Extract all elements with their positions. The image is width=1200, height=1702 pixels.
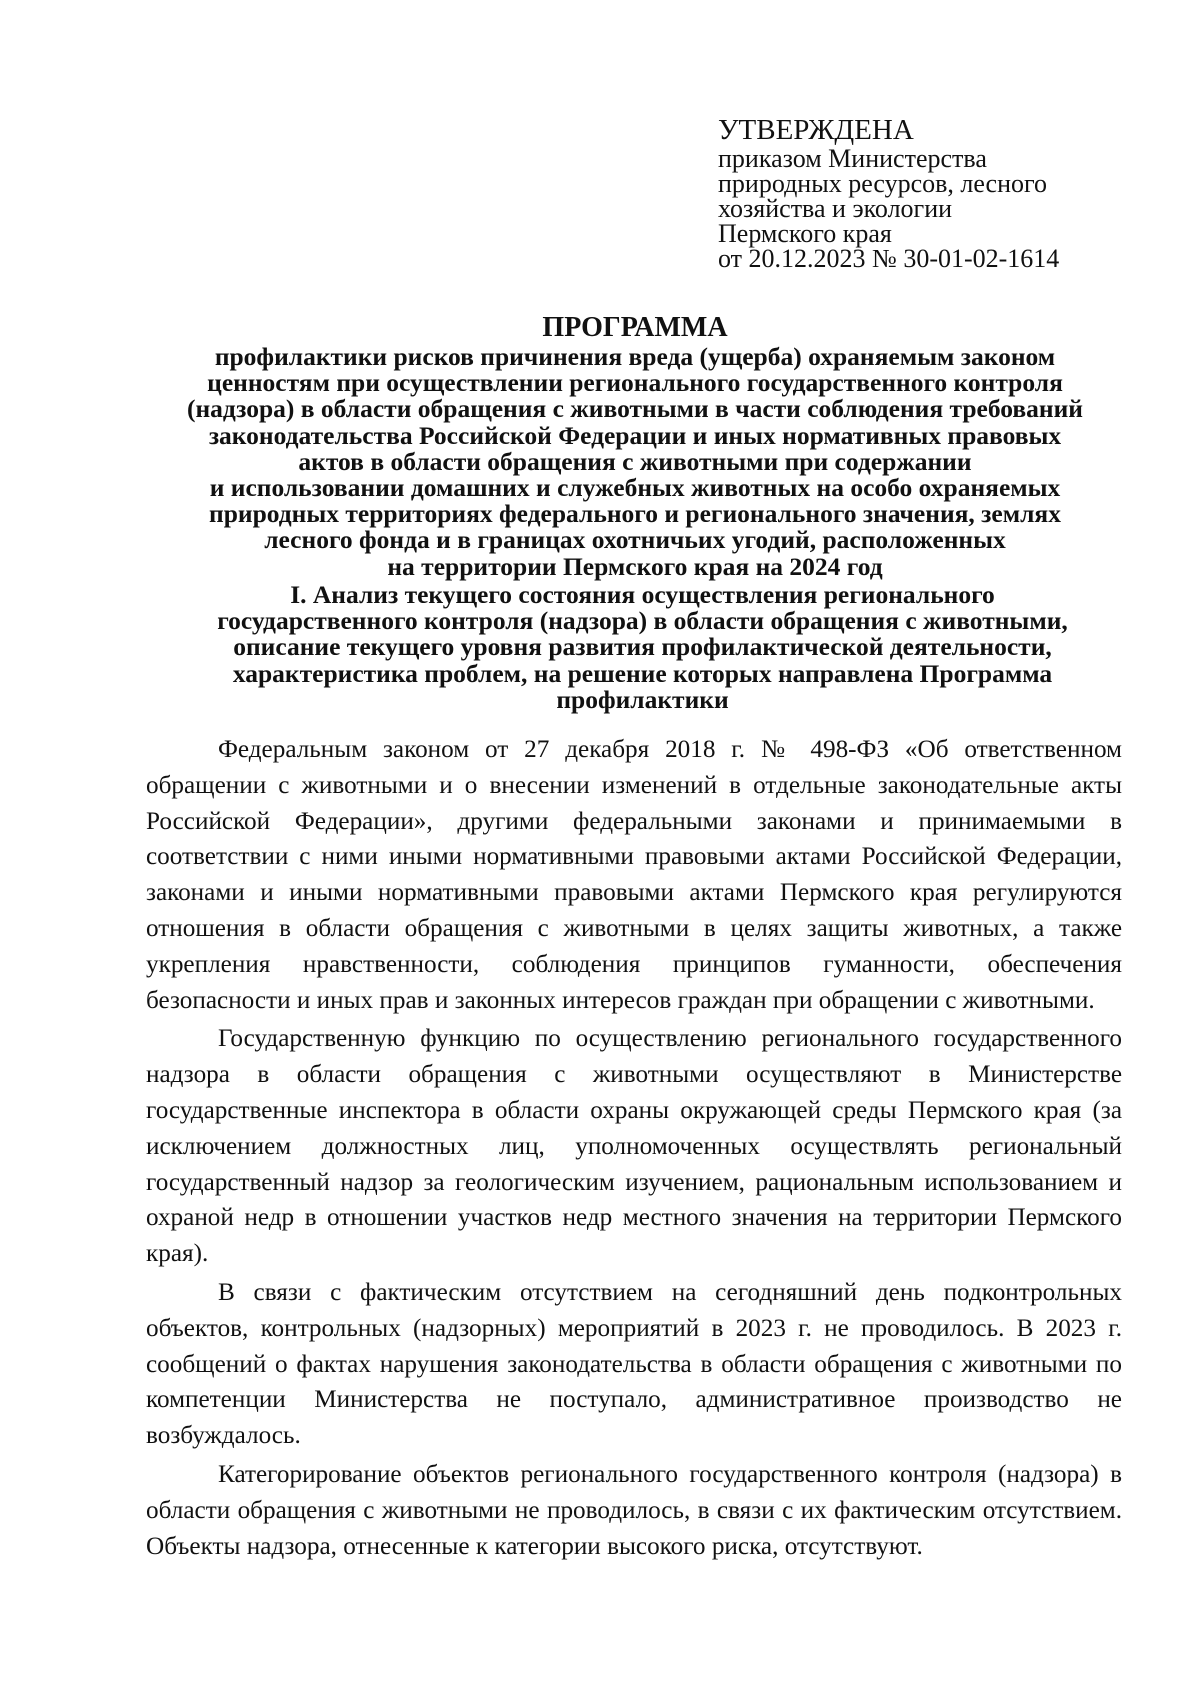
section-heading-line: государственного контроля (надзора) в области обращения с животными, — [217, 606, 1068, 636]
program-title-line: актов в области обращения с животными при содержании — [298, 446, 972, 476]
approval-heading: УТВЕРЖДЕНА — [718, 114, 914, 146]
program-title-main: ПРОГРАММА — [542, 312, 728, 343]
program-title-line: природных территориях федерального и регионального значения, землях — [209, 499, 1061, 529]
paragraph: Категорирование объектов регионального государственного контроля (надзора) в области обращения с животными не проводилось, в связи с их фактическим отсутствием. Объекты надзора, отнесенные к категории высокого риска, отсутствуют. — [146, 1460, 1122, 1560]
paragraph: В связи с фактическим отсутствием на сегодняшний день подконтрольных объектов, контрольных (надзорных) мероприятий в 2023 г. не проводилось. В 2023 г. сообщений о фактах нарушения законодательства в области обращения с животными по компетенции Министерства не поступало, административное производство не возбуждалось. — [146, 1278, 1122, 1450]
approval-line: приказом Министерства — [718, 144, 987, 173]
section-heading-line: описание текущего уровня развития профилактической деятельности, — [233, 632, 1052, 662]
paragraph: Государственную функцию по осуществлению регионального государственного надзора в области обращения с животными осуществляют в Министерстве государственные инспектора в области охраны окружающей среды Пермского края (за исключением должностных лиц, уполномоченных осуществлять региональный государственный надзор за геологическим изучением, рациональным использованием и охраной недр в отношении участков недр местного значения на территории Пермского края). — [146, 1025, 1122, 1268]
approval-line: от 20.12.2023 № 30-01-02-1614 — [718, 244, 1060, 273]
program-title — [140, 312, 1130, 580]
approval-line: природных ресурсов, лесного — [718, 169, 1048, 198]
body-text — [146, 732, 1122, 1567]
program-title-line: лесного фонда и в границах охотничьих угодий, расположенных — [264, 525, 1006, 555]
program-title-line: (надзора) в области обращения с животными в части соблюдения требований — [187, 394, 1083, 424]
section-heading-line: профилактики — [556, 684, 729, 714]
section-heading-line: характеристика проблем, на решение которых направлена Программа — [232, 658, 1053, 688]
program-title-line: ценностям при осуществлении регионального государственного контроля — [207, 368, 1063, 398]
program-title-line: профилактики рисков причинения вреда (ущерба) охраняемым законом — [214, 342, 1056, 371]
program-title-line: и использовании домашних и служебных животных на особо охраняемых — [209, 473, 1061, 503]
section-heading — [155, 582, 1130, 713]
program-title-line: на территории Пермского края на 2024 год — [387, 551, 883, 581]
approval-line: хозяйства и экологии — [718, 194, 953, 223]
paragraph: Федеральным законом от 27 декабря 2018 г. № 498-ФЗ «Об ответственном обращении с животными и о внесении изменений в отдельные законодательные акты Российской Федерации», другими федеральными законами и принимаемыми в соответствии с ними иными нормативными правовыми актами Российской Федерации, законами и иными нормативными правовыми актами Пермского края регулируются отношения в области обращения с животными в целях защиты животных, а также укрепления нравственности, соблюдения принципов гуманности, обеспечения безопасности и иных прав и законных интересов граждан при обращении с животными. — [146, 736, 1122, 1014]
section-heading-line: I. Анализ текущего состояния осуществления регионального — [290, 580, 995, 609]
approval-stamp — [718, 114, 1059, 271]
approval-line: Пермского края — [718, 219, 892, 248]
program-title-line: законодательства Российской Федерации и иных нормативных правовых — [208, 420, 1062, 450]
